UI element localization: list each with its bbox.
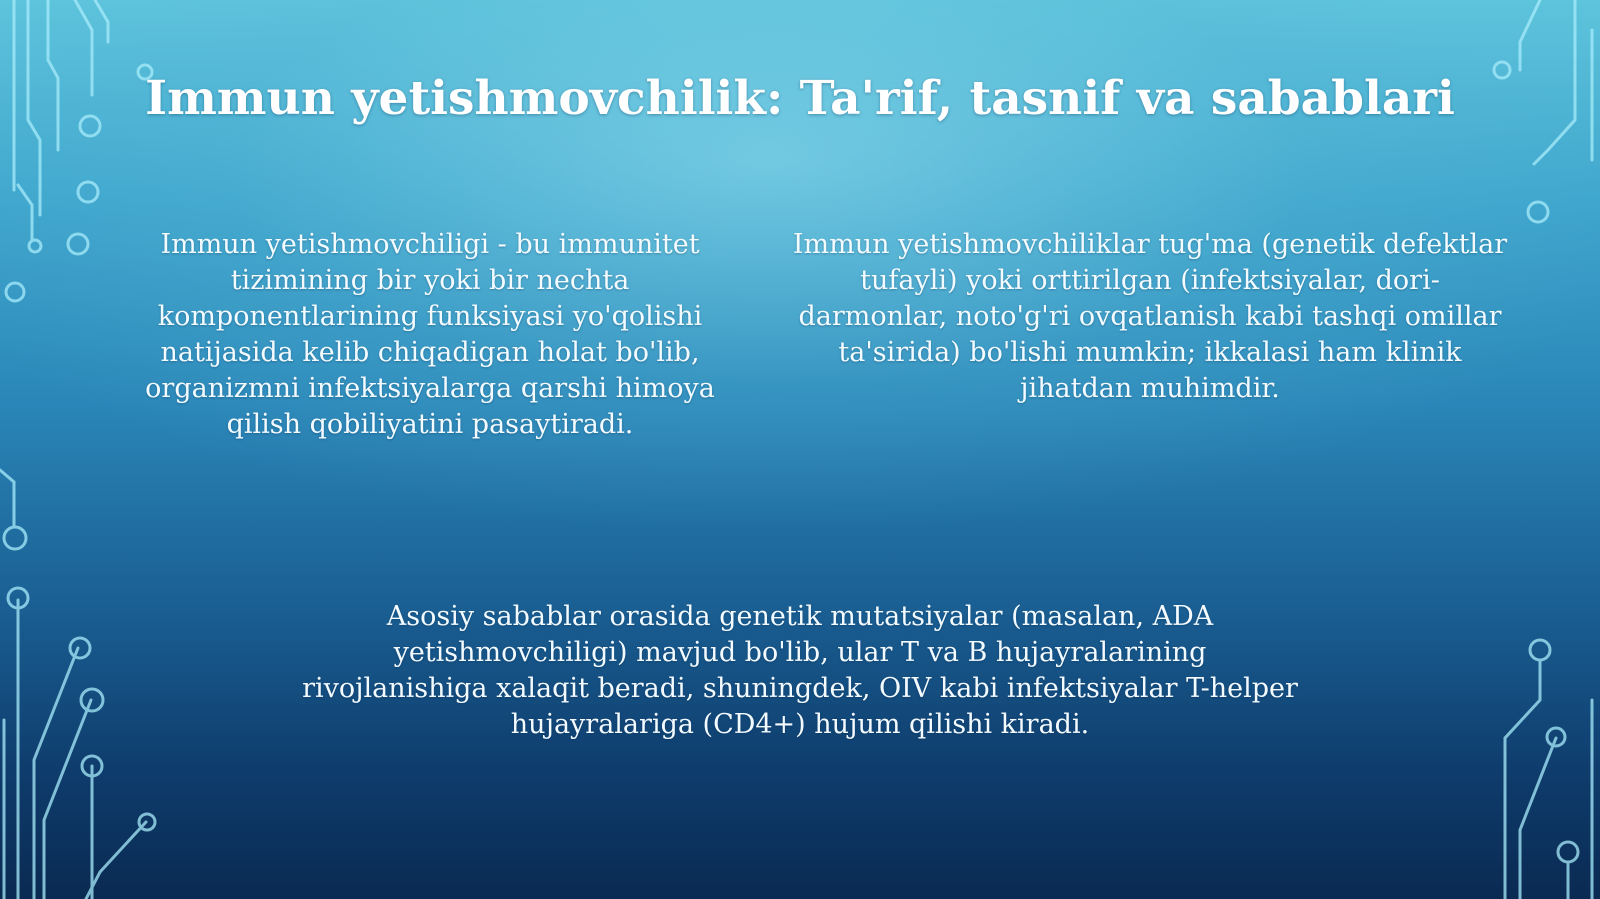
definition-paragraph: Immun yetishmovchiligi - bu immunitet tizimining bir yoki bir nechta komponentlarining funksiyasi yo'qolishi natijasida kelib chiqadigan holat bo'lib, organizmni infektsiyalarga qarshi himoya qilish qobiliyatini pasaytiradi.: [145, 229, 715, 440]
slide-title: Immun yetishmovchilik: Ta'rif, tasnif va sabablari: [145, 71, 1455, 126]
causes-paragraph: Asosiy sabablar orasida genetik mutatsiyalar (masalan, ADA yetishmovchiligi) mavjud bo'lib, ular T va B hujayralarining rivojlanishiga xalaqit beradi, shuningdek, OIV kabi infektsiyalar T-helper hujayralariga (CD4+) hujum qilishi kiradi.: [302, 601, 1298, 740]
classification-paragraph: Immun yetishmovchiliklar tug'ma (genetik defektlar tufayli) yoki orttirilgan (infektsiyalar, dori-darmonlar, noto'g'ri ovqatlanish kabi tashqi omillar ta'sirida) bo'lishi mumkin; ikkalasi ham klinik jihatdan muhimdir.: [792, 229, 1508, 404]
